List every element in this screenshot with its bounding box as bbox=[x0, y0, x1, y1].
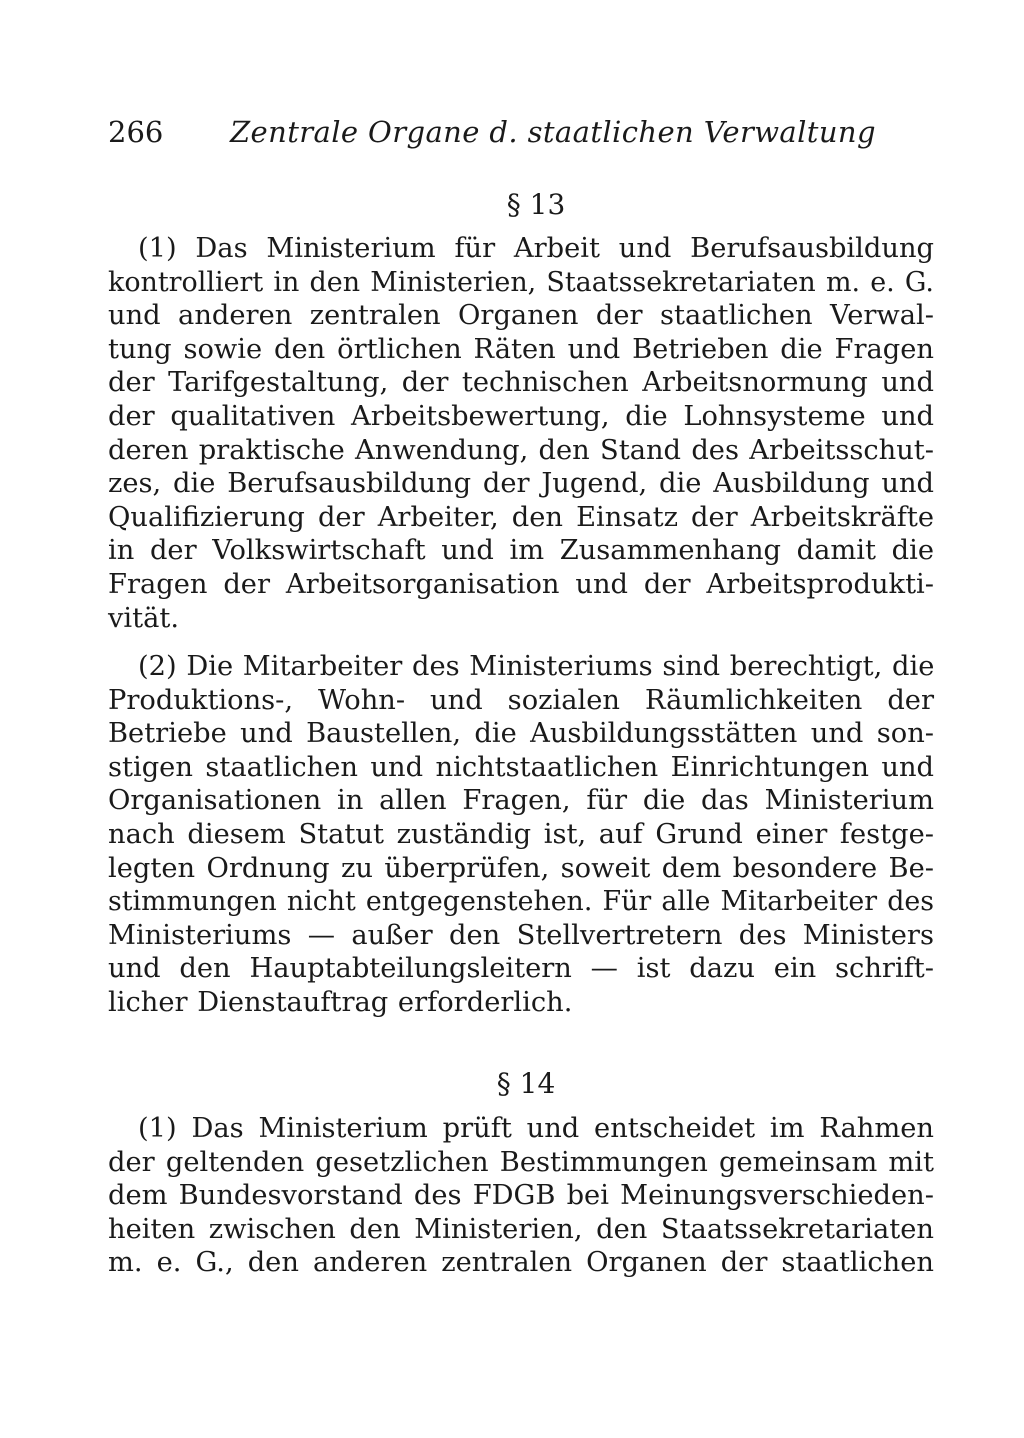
text-line: (2) Die Mitarbeiter des Ministeriums sind berechtigt, die bbox=[138, 651, 935, 682]
text-line: zes, die Berufsausbildung der Jugend, die Ausbildung und bbox=[108, 468, 934, 500]
text-line: m. e. G., den anderen zentralen Organen der staatlichen bbox=[108, 1247, 934, 1279]
running-title: Zentrale Organe d. staatlichen Verwaltung bbox=[230, 115, 876, 149]
text-line: stimmungen nicht entgegenstehen. Für alle Mitarbeiter des bbox=[108, 886, 934, 918]
text-line: tung sowie den örtlichen Räten und Betrieben die Fragen bbox=[108, 333, 934, 365]
text-line: dem Bundesvorstand des FDGB bei Meinungsverschieden- bbox=[108, 1180, 934, 1212]
text-line: der geltenden gesetzlichen Bestimmungen gemeinsam mit bbox=[108, 1146, 934, 1178]
text-line: kontrolliert in den Ministerien, Staatssekretariaten m. e. G. bbox=[108, 266, 934, 298]
paragraph-14-1 bbox=[108, 1112, 934, 1280]
text-line: der qualitativen Arbeitsbewertung, die Lohnsysteme und bbox=[108, 400, 934, 432]
text-line: Betriebe und Baustellen, die Ausbildungsstätten und son- bbox=[108, 718, 934, 750]
text-line: Organisationen in allen Fragen, für die das Ministerium bbox=[108, 785, 934, 817]
text-line: Produktions-, Wohn- und sozialen Räumlichkeiten der bbox=[108, 684, 934, 716]
text-line: licher Dienstauftrag erforderlich. bbox=[108, 986, 573, 1018]
text-line: legten Ordnung zu überprüfen, soweit dem besondere Be- bbox=[108, 852, 934, 884]
text-line: (1) Das Ministerium prüft und entscheidet im Rahmen bbox=[138, 1113, 934, 1144]
paragraph-13-2 bbox=[108, 650, 934, 1020]
text-line: heiten zwischen den Ministerien, den Staatssekretariaten bbox=[108, 1213, 934, 1245]
text-line: Fragen der Arbeitsorganisation und der Arbeitsprodukti- bbox=[108, 568, 934, 600]
running-header bbox=[108, 112, 876, 152]
text-line: der Tarifgestaltung, der technischen Arbeitsnormung und bbox=[108, 367, 934, 399]
text-line: in der Volkswirtschaft und im Zusammenhang damit die bbox=[108, 535, 934, 567]
document-page bbox=[108, 0, 934, 1438]
text-line: (1) Das Ministerium für Arbeit und Berufsausbildung bbox=[138, 233, 934, 264]
text-line: Qualifizierung der Arbeiter, den Einsatz der Arbeitskräfte bbox=[108, 501, 934, 533]
text-line: und den Hauptabteilungsleitern — ist dazu ein schrift- bbox=[108, 953, 934, 985]
paragraph-13-1 bbox=[108, 232, 934, 635]
section-heading-13: § 13 bbox=[506, 188, 566, 221]
text-line: und anderen zentralen Organen der staatlichen Verwal- bbox=[108, 300, 934, 332]
text-line: deren praktische Anwendung, den Stand des Arbeitsschut- bbox=[108, 434, 934, 466]
page-number: 266 bbox=[108, 115, 164, 149]
text-line: stigen staatlichen und nichtstaatlichen Einrichtungen und bbox=[108, 751, 934, 783]
text-line: vität. bbox=[108, 602, 180, 634]
section-heading-14: § 14 bbox=[496, 1067, 556, 1100]
text-line: nach diesem Statut zuständig ist, auf Grund einer festge- bbox=[108, 818, 934, 850]
text-line: Ministeriums — außer den Stellvertretern des Ministers bbox=[108, 919, 934, 951]
